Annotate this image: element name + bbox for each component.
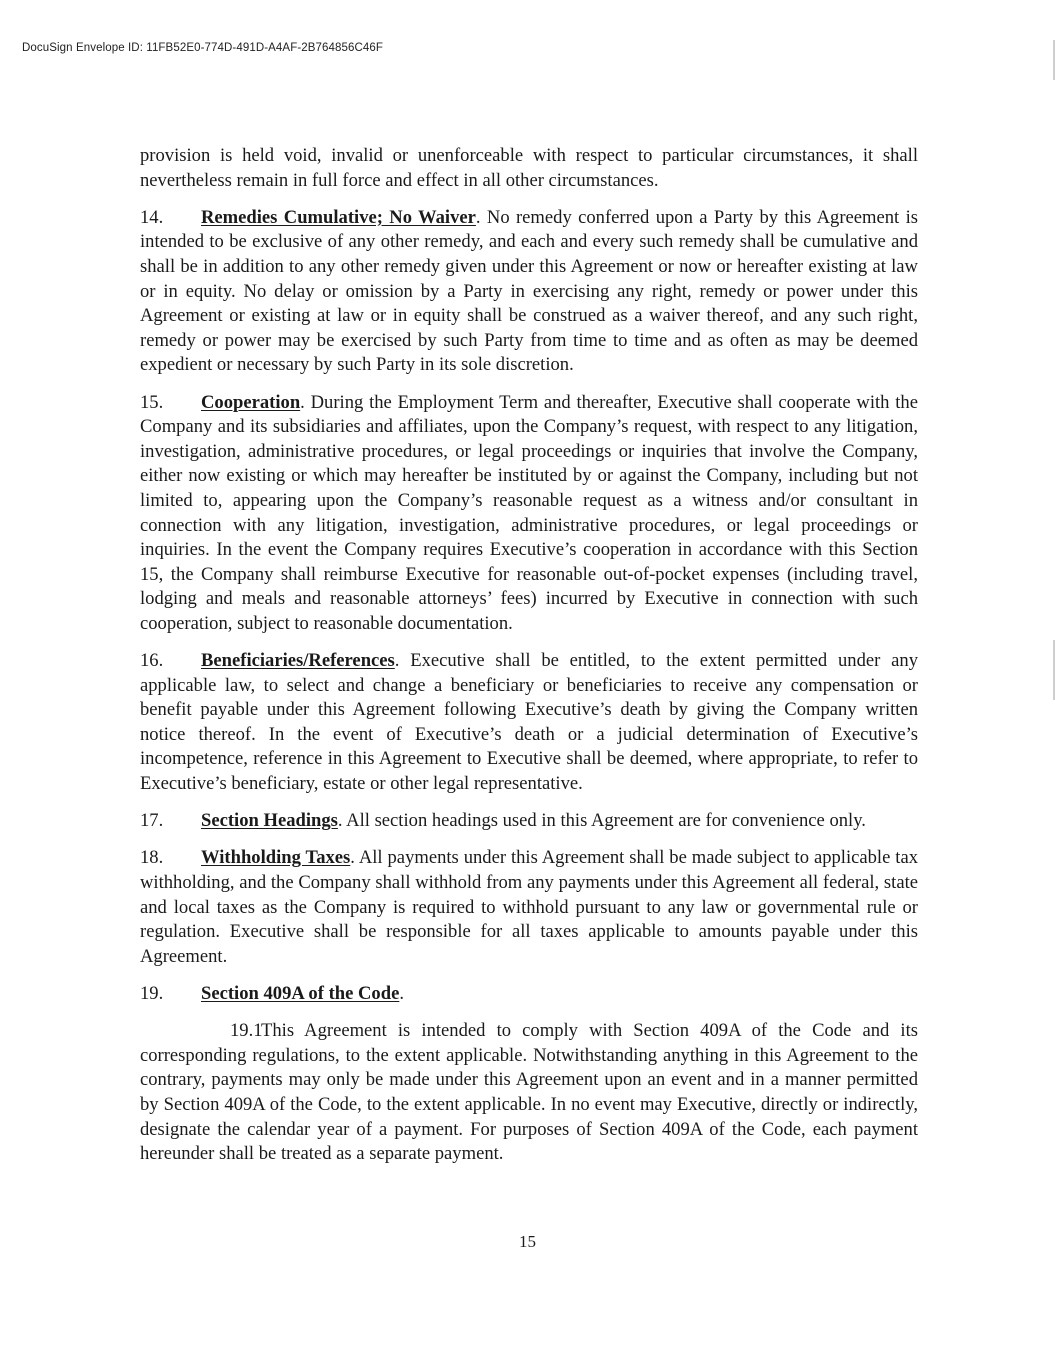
docusign-envelope-id: DocuSign Envelope ID: 11FB52E0-774D-491D-A4AF-2B764856C46F [22,42,384,54]
section-body: . No remedy conferred upon a Party by this Agreement is intended to be exclusive of any other remedy, and each and every such remedy shall be cumulative and shall be in addition to any other remedy given under this Agreement or now or hereafter existing at law or in equity. No delay or omission by a Party in exercising any right, remedy or power under this Agreement or existing at law or in equity shall be construed as a waiver thereof, and any such right, remedy or power may be exercised by such Party from time to time and as often as may be deemed expedient or necessary by such Party in its sole discretion. [140,206,918,376]
section-body: . Executive shall be entitled, to the extent permitted under any applicable law, to select and change a beneficiary or beneficiaries to receive any compensation or benefit payable under this Agreement following Executive’s death by giving the Company written notice thereof. In the event of Executive’s death or a judicial determination of Executive’s incompetence, reference in this Agreement to Executive shall be deemed, where appropriate, to refer to Executive’s beneficiary, estate or other legal representative. [140,650,918,795]
section-body: . During the Employment Term and thereafter, Executive shall cooperate with the Company and its subsidiaries and affiliates, upon the Company’s request, with respect to any litigation, investigation, administrative procedures, or legal proceedings or inquiries that involve the Company, either now existing or which may hereafter be instituted by or against the Company, including but not limited to, appearing upon the Company’s reasonable request as a witness and/or consultant in connection with any litigation, investigation, administrative procedures, or legal proceedings or inquiries. In the event the Company requires Executive’s cooperation in accordance with this Section 15, the Company shall reimburse Executive for reasonable out-of-pocket expenses (including travel, lodging and meals and reasonable attorneys’ fees) incurred by Executive in connection with such cooperation, subject to reasonable documentation. [140,391,918,634]
subsection-body: This Agreement is intended to comply with Section 409A of the Code and its corresponding regulations, to the extent applicable. Notwithstanding anything in this Agreement to the contrary, payments may only be made under this Agreement upon an event and in a manner permitted by Section 409A of the Code, to the extent applicable. In no event may Executive, directly or indirectly, designate the calendar year of a payment. For purposes of Section 409A of the Code, each payment hereunder shall be treated as a separate payment. [140,1020,918,1165]
section-heading: Beneficiaries/References [201,650,395,672]
section-15 [140,391,918,637]
section-number: 18. [140,847,164,869]
section-heading: Remedies Cumulative; No Waiver [201,206,476,228]
page-number: 15 [519,1232,536,1251]
section-heading: Section Headings [201,810,338,832]
section-16 [140,649,918,797]
section-body: . All section headings used in this Agreement are for convenience only. [337,810,866,832]
subsection-number: 19.1 [230,1020,263,1042]
section-body: . All payments under this Agreement shall be made subject to applicable tax withholding, and the Company shall withhold from any payments under this Agreement all federal, state and local taxes as the Company is required to withhold pursuant to any law or governmental rule or regulation. Executive shall be responsible for all taxes applicable to amounts payable under this Agreement. [140,847,918,967]
section-body: . [399,982,404,1004]
section-number: 19. [140,982,164,1004]
section-number: 17. [140,810,164,832]
section-14 [140,206,918,378]
section-heading: Withholding Taxes [201,847,351,869]
section-heading: Cooperation [201,391,301,413]
section-17 [140,809,918,834]
intro-paragraph [140,144,918,193]
subsection-19-1 [140,1019,918,1167]
section-19 [140,982,918,1007]
document-body [140,144,918,1179]
section-number: 14. [140,206,164,228]
intro-text: provision is held void, invalid or unenforceable with respect to particular circumstances, it shall nevertheless remain in full force and effect in all other circumstances. [140,145,918,191]
section-number: 16. [140,650,164,672]
section-number: 15. [140,391,164,413]
section-heading: Section 409A of the Code [201,982,400,1004]
section-18 [140,846,918,969]
